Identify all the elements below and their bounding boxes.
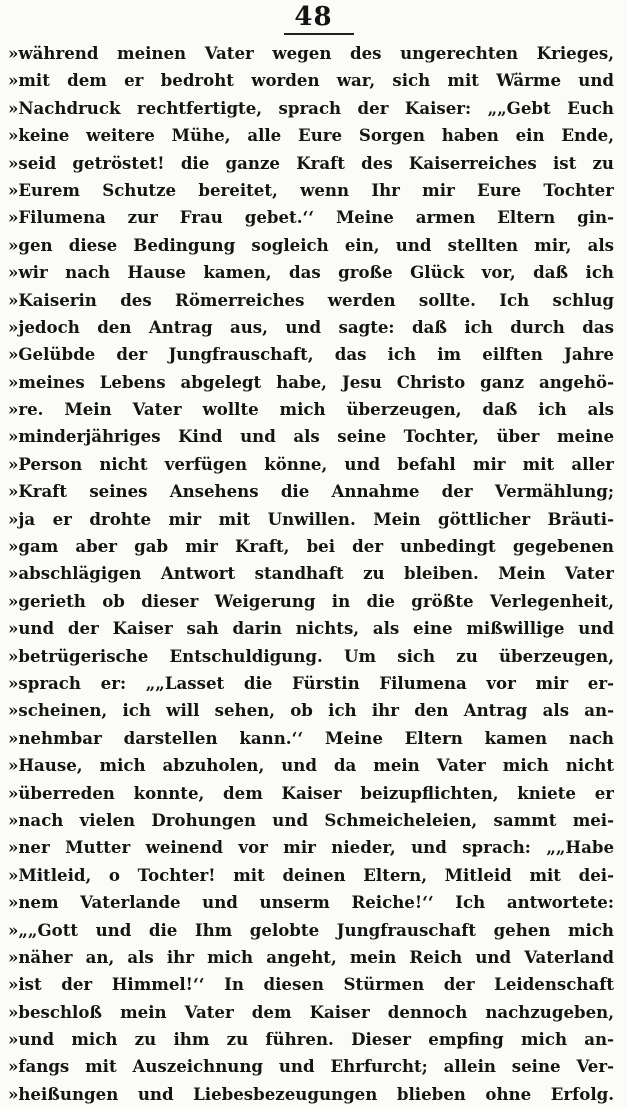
text-line: »Nachdruck rechtfertigte, sprach der Kaiser: „„Gebt Euch	[8, 97, 614, 118]
text-line: »jedoch den Antrag aus, und sagte: daß ich durch das	[8, 316, 614, 337]
text-line: »re. Mein Vater wollte mich überzeugen, daß ich als	[8, 399, 614, 420]
text-line: »beschloß mein Vater dem Kaiser dennoch nachzugeben,	[8, 1001, 614, 1022]
text-line: »ja er drohte mir mit Unwillen. Mein göttlicher Bräuti-	[8, 508, 614, 529]
text-line: »sprach er: „„Lasset die Fürstin Filumena vor mir er-	[8, 672, 614, 693]
text-line: »Gelübde der Jungfrauschaft, das ich im eilften Jahre	[8, 344, 614, 365]
text-line: »während meinen Vater wegen des ungerechten Krieges,	[8, 43, 614, 63]
text-line: »Filumena zur Frau gebet.‘‘ Meine armen Eltern gin-	[8, 207, 614, 228]
text-line: »und mich zu ihm zu führen. Dieser empfing mich an-	[8, 1029, 614, 1050]
page-number: 48	[294, 2, 333, 32]
text-line: »fangs mit Auszeichnung und Ehrfurcht; allein seine Ver-	[8, 1056, 614, 1077]
page-number-rule	[284, 33, 354, 35]
text-line: »keine weitere Mühe, alle Eure Sorgen haben ein Ende,	[8, 125, 614, 146]
text-line: »gam aber gab mir Kraft, bei der unbedingt gegebenen	[8, 536, 614, 557]
text-line: »„„Gott und die Ihm gelobte Jungfrauschaft gehen mich	[8, 919, 614, 940]
text-line: »Kraft seines Ansehens die Annahme der Vermählung;	[8, 481, 614, 502]
text-line: »seid getröstet! die ganze Kraft des Kaiserreiches ist zu	[8, 152, 614, 173]
text-line: »gerieth ob dieser Weigerung in die größte Verlegenheit,	[8, 590, 614, 611]
text-line: »Hause, mich abzuholen, und da mein Vater mich nicht	[8, 755, 614, 776]
text-line: »näher an, als ihr mich angeht, mein Reich und Vaterland	[8, 946, 614, 967]
text-line: »heißungen und Liebesbezeugungen blieben ohne Erfolg.	[8, 1083, 614, 1104]
text-line: »Eurem Schutze bereitet, wenn Ihr mir Eure Tochter	[8, 179, 614, 200]
text-line: »minderjähriges Kind und als seine Tochter, über meine	[8, 426, 614, 447]
text-line: »wir nach Hause kamen, das große Glück vor, daß ich	[8, 262, 614, 283]
text-line: »ist der Himmel!‘‘ In diesen Stürmen der Leidenschaft	[8, 974, 614, 995]
text-line: »und der Kaiser sah darin nichts, als eine mißwillige und	[8, 618, 614, 639]
text-line: »Person nicht verfügen könne, und befahl mir mit aller	[8, 453, 614, 474]
text-line: »gen diese Bedingung sogleich ein, und stellten mir, als	[8, 234, 614, 255]
text-line: »nach vielen Drohungen und Schmeicheleien, sammt mei-	[8, 809, 614, 830]
text-line: »überreden konnte, dem Kaiser beizupflichten, kniete er	[8, 782, 614, 803]
text-line: »scheinen, ich will sehen, ob ich ihr den Antrag als an-	[8, 700, 614, 721]
text-line: »meines Lebens abgelegt habe, Jesu Christo ganz angehö-	[8, 371, 614, 392]
text-line: »Kaiserin des Römerreiches werden sollte. Ich schlug	[8, 289, 614, 310]
body-text	[8, 40, 614, 1108]
text-line: »betrügerische Entschuldigung. Um sich zu überzeugen,	[8, 645, 614, 666]
text-line: »ner Mutter weinend vor mir nieder, und sprach: „„Habe	[8, 837, 614, 858]
text-line: »mit dem er bedroht worden war, sich mit Wärme und	[8, 70, 614, 91]
text-line: »nehmbar darstellen kann.‘‘ Meine Eltern kamen nach	[8, 727, 614, 748]
text-line: »nem Vaterlande und unserm Reiche!‘‘ Ich antwortete:	[8, 892, 614, 913]
text-line: »Mitleid, o Tochter! mit deinen Eltern, Mitleid mit dei-	[8, 864, 614, 885]
text-line: »abschlägigen Antwort standhaft zu bleiben. Mein Vater	[8, 563, 614, 584]
